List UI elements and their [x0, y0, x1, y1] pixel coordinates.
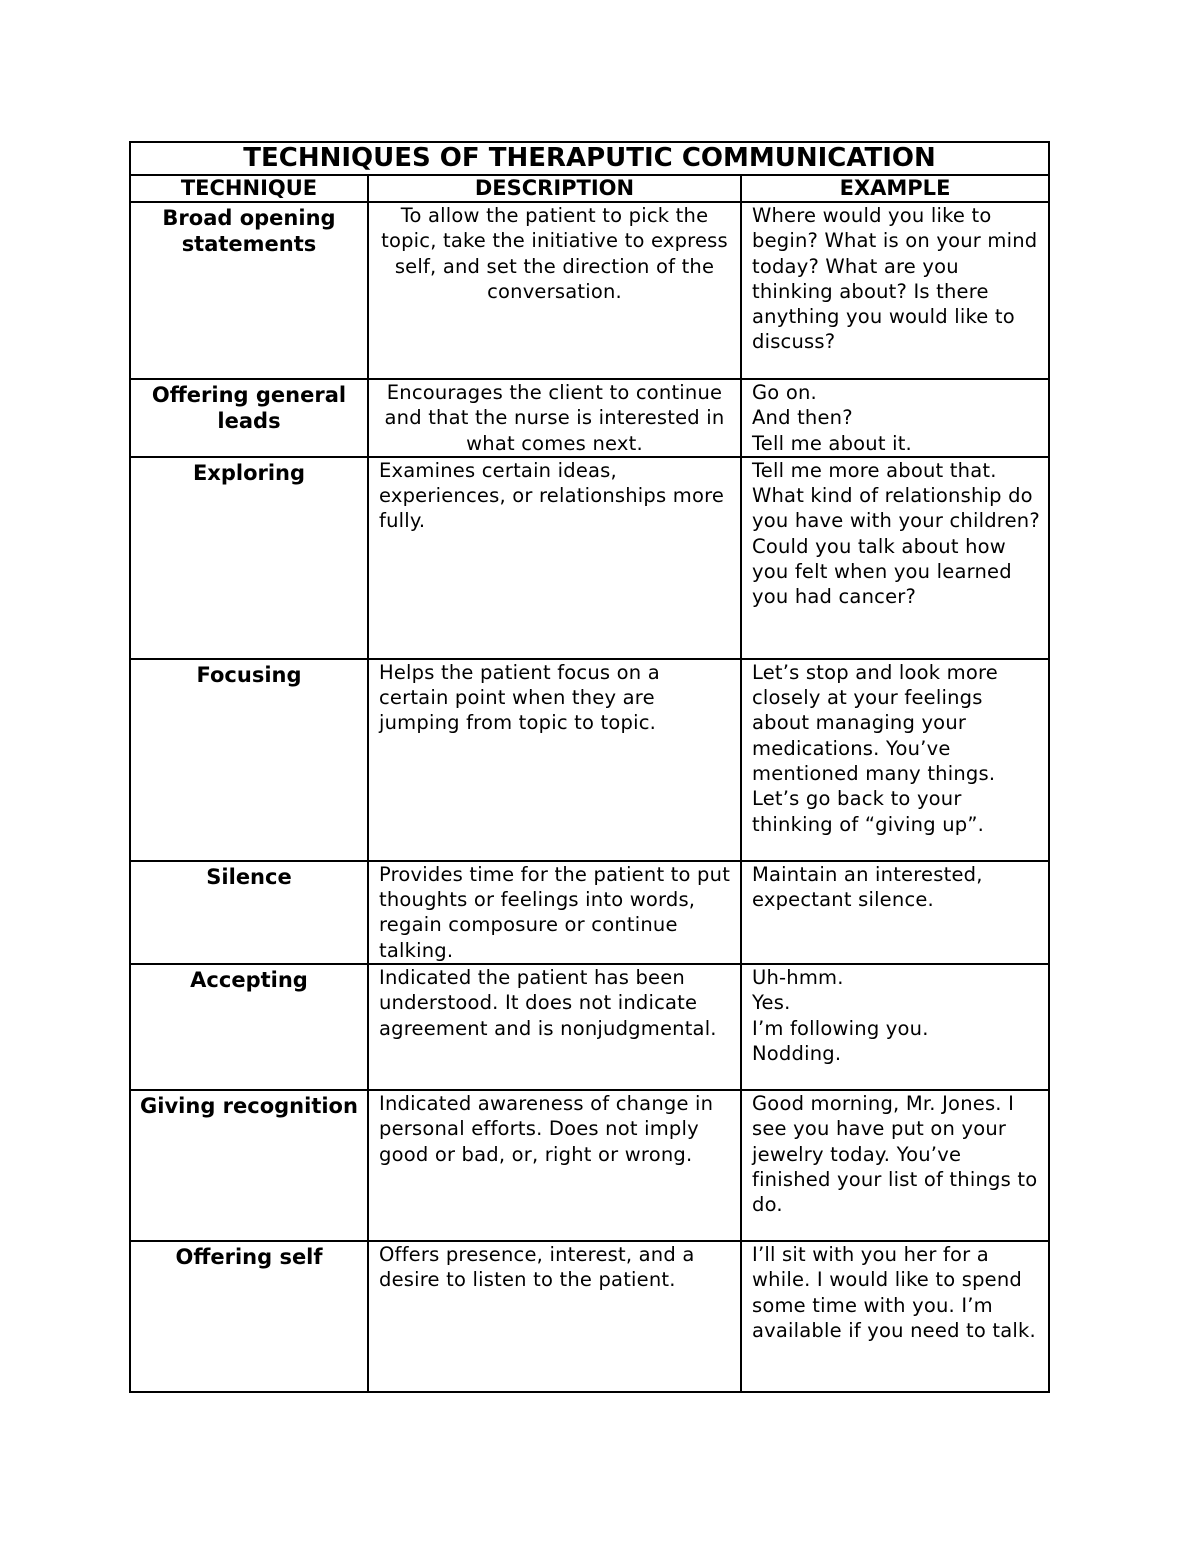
- technique-cell: Offering general leads: [130, 379, 368, 457]
- description-cell: Indicated awareness of change in personal efforts. Does not imply good or bad, or, right or wrong.: [368, 1090, 741, 1241]
- example-cell: Uh-hmm. Yes. I’m following you. Nodding.: [741, 964, 1049, 1090]
- table-title: TECHNIQUES OF THERAPUTIC COMMUNICATION: [130, 142, 1049, 175]
- table-row: [130, 659, 1049, 861]
- header-example: EXAMPLE: [741, 175, 1049, 202]
- header-technique: TECHNIQUE: [130, 175, 368, 202]
- table-row: [130, 861, 1049, 964]
- table-row: [130, 964, 1049, 1090]
- example-cell: I’ll sit with you her for a while. I would like to spend some time with you. I’m available if you need to talk.: [741, 1241, 1049, 1392]
- table-row: [130, 457, 1049, 659]
- technique-cell: Accepting: [130, 964, 368, 1090]
- example-cell: Let’s stop and look more closely at your feelings about managing your medications. You’ve mentioned many things. Let’s go back to your thinking of “giving up”.: [741, 659, 1049, 861]
- title-row: [130, 142, 1049, 175]
- technique-cell: Offering self: [130, 1241, 368, 1392]
- example-cell: Where would you like to begin? What is on your mind today? What are you thinking about? Is there anything you would like to discuss?: [741, 202, 1049, 379]
- example-cell: Go on. And then? Tell me about it.: [741, 379, 1049, 457]
- description-cell: Encourages the client to continue and that the nurse is interested in what comes next.: [368, 379, 741, 457]
- table-row: [130, 1241, 1049, 1392]
- description-cell: Helps the patient focus on a certain point when they are jumping from topic to topic.: [368, 659, 741, 861]
- technique-cell: Focusing: [130, 659, 368, 861]
- table-row: [130, 1090, 1049, 1241]
- example-cell: Maintain an interested, expectant silence.: [741, 861, 1049, 964]
- example-cell: Good morning, Mr. Jones. I see you have put on your jewelry today. You’ve finished your list of things to do.: [741, 1090, 1049, 1241]
- description-cell: Offers presence, interest, and a desire to listen to the patient.: [368, 1241, 741, 1392]
- description-cell: Indicated the patient has been understood. It does not indicate agreement and is nonjudgmental.: [368, 964, 741, 1090]
- technique-cell: Exploring: [130, 457, 368, 659]
- technique-cell: Broad opening statements: [130, 202, 368, 379]
- header-row: [130, 175, 1049, 202]
- technique-cell: Giving recognition: [130, 1090, 368, 1241]
- table-row: [130, 202, 1049, 379]
- technique-cell: Silence: [130, 861, 368, 964]
- description-cell: Provides time for the patient to put thoughts or feelings into words, regain composure or continue talking.: [368, 861, 741, 964]
- techniques-table: [129, 141, 1050, 1393]
- description-cell: To allow the patient to pick the topic, take the initiative to express self, and set the direction of the conversation.: [368, 202, 741, 379]
- example-cell: Tell me more about that. What kind of relationship do you have with your children? Could you talk about how you felt when you learned you had cancer?: [741, 457, 1049, 659]
- description-cell: Examines certain ideas, experiences, or relationships more fully.: [368, 457, 741, 659]
- header-description: DESCRIPTION: [368, 175, 741, 202]
- table-row: [130, 379, 1049, 457]
